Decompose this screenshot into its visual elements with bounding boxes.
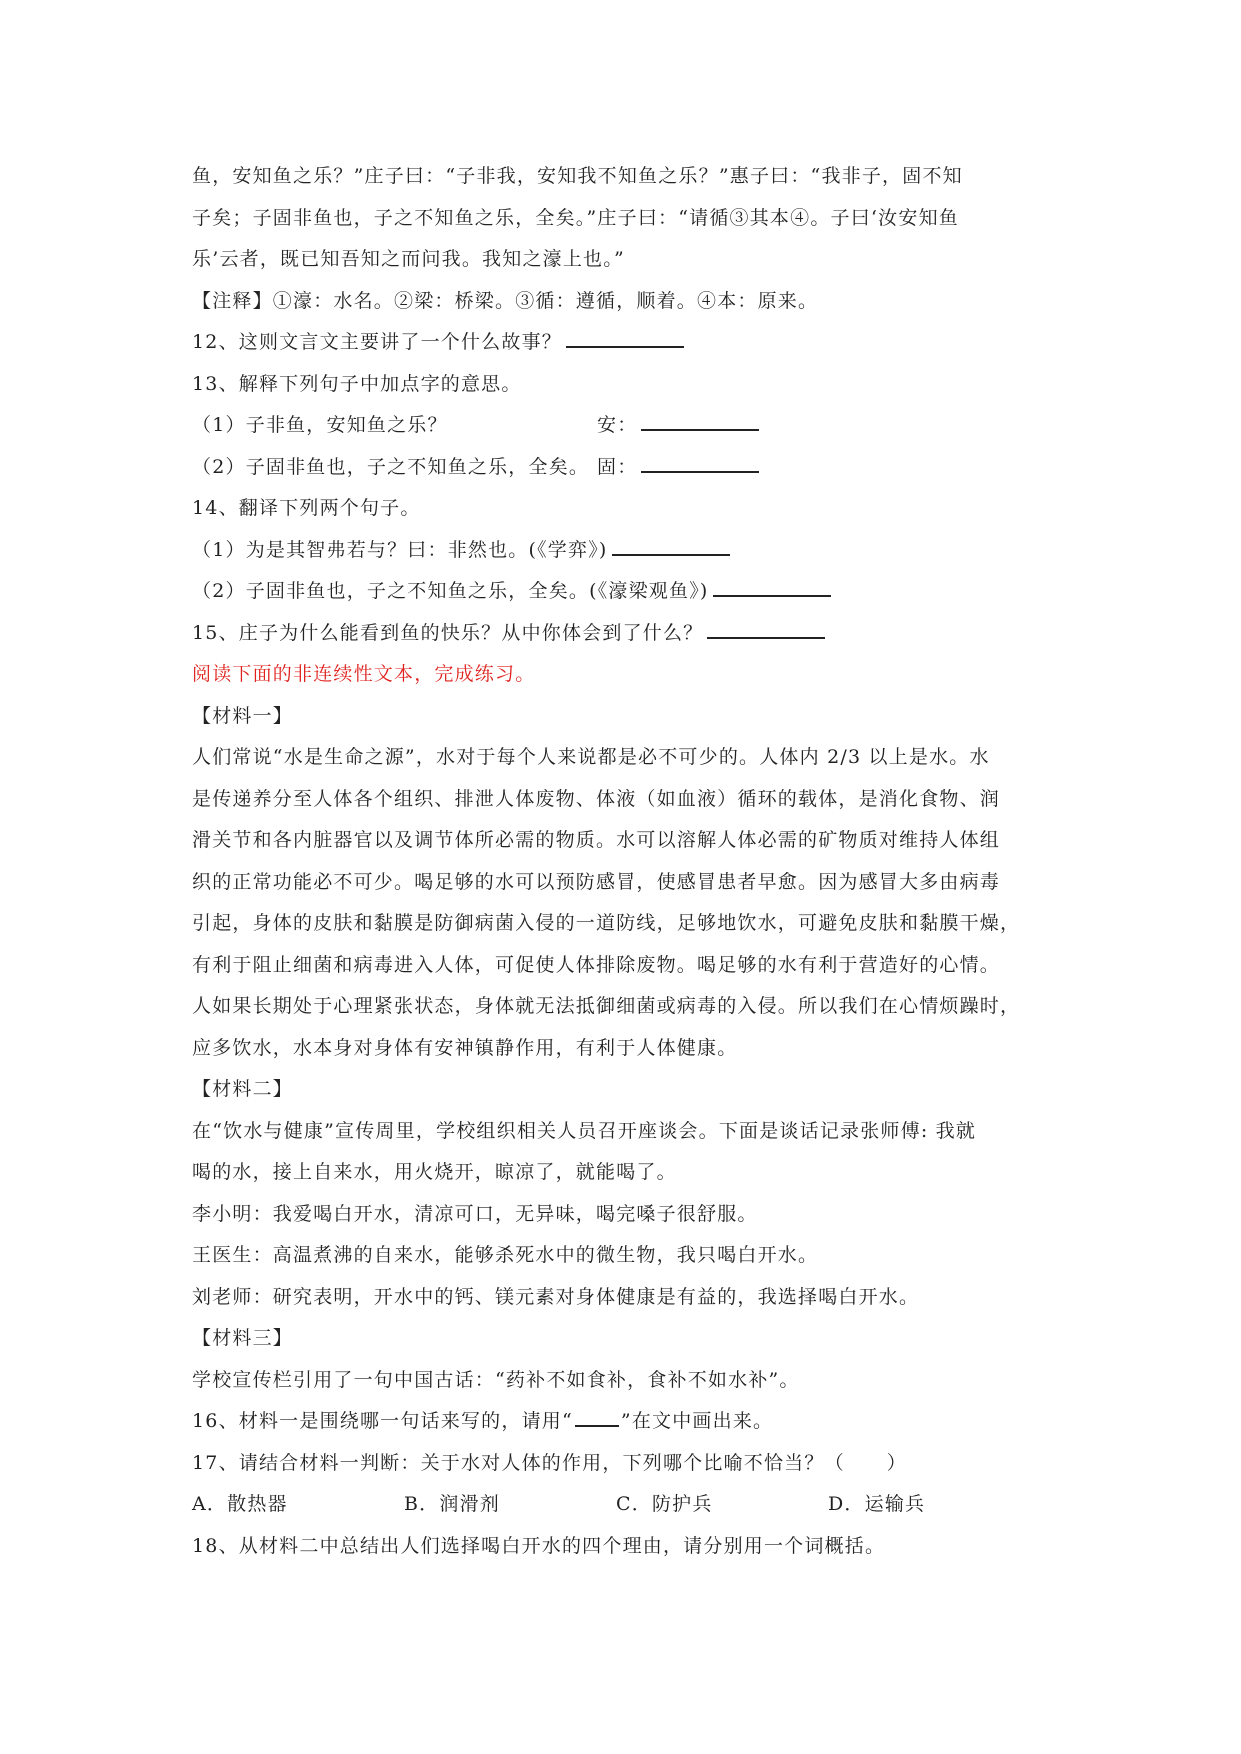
question-13: 13、解释下列句子中加点字的意思。 (192, 372, 522, 395)
material-1-heading: 【材料一】 (192, 704, 294, 727)
question-13-sentence: （1）子非鱼，安知鱼之乐？ (192, 414, 448, 436)
material-1-line: 引起，身体的皮肤和黏膜是防御病菌入侵的一道防线，足够地饮水，可避免皮肤和黏膜干燥， (192, 912, 1021, 934)
underline-mark (575, 1403, 619, 1427)
question-12 (192, 322, 1072, 364)
question-13-item-1 (192, 405, 1072, 447)
question-15-text: 15、庄子为什么能看到鱼的快乐？从中你体会到了什么？ (192, 621, 704, 644)
material-1-line: 应多饮水，水本身对身体有安神镇静作用，有利于人体健康。 (192, 1036, 738, 1059)
material-2-line: 刘老师：研究表明，开水中的钙、镁元素对身体健康是有益的，我选择喝白开水。 (192, 1285, 920, 1308)
question-13-word: 安： (597, 414, 638, 436)
answer-blank[interactable] (641, 407, 759, 431)
question-14: 14、翻译下列两个句子。 (192, 497, 421, 519)
option-c[interactable]: C．防护兵 (616, 1493, 713, 1515)
material-2-heading: 【材料二】 (192, 1078, 294, 1100)
answer-blank[interactable] (707, 615, 825, 639)
passage-line: 乐’云者，既已知吾知之而问我。我知之濠上也。” (192, 248, 625, 270)
material-2-line: 王医生：高温煮沸的自来水，能够杀死水中的微生物，我只喝白开水。 (192, 1244, 819, 1266)
question-14-sentence: （1）为是其智弗若与？曰：非然也。(《学弈》) (192, 538, 608, 561)
material-1-line: 人们常说“水是生命之源”，水对于每个人来说都是必不可少的。人体内 2/3 以上是水。水 (192, 746, 990, 768)
material-1-line: 是传递养分至人体各个组织、排泄人体废物、体液（如血液）循环的载体，是消化食物、润 (192, 787, 1001, 810)
material-1-line: 织的正常功能必不可少。喝足够的水可以预防感冒，使感冒患者早愈。因为感冒大多由病毒 (192, 870, 1001, 893)
material-1-line: 滑关节和各内脏器官以及调节体所必需的物质。水可以溶解人体必需的矿物质对维持人体组 (192, 829, 1001, 851)
question-16-text-after: ”在文中画出来。 (620, 1410, 774, 1432)
question-16 (192, 1401, 1072, 1443)
question-13-word: 固： (597, 455, 638, 478)
page-content (192, 156, 1072, 1567)
option-d[interactable]: D．运输兵 (828, 1493, 926, 1515)
question-13-item-2 (192, 447, 1072, 489)
answer-blank[interactable] (612, 532, 730, 556)
material-1-line: 有利于阻止细菌和病毒进入人体，可促使人体排除废物。喝足够的水有利于营造好的心情。 (192, 953, 1001, 976)
question-16-text-before: 16、材料一是围绕哪一句话来写的，请用“ (192, 1410, 573, 1432)
question-17 (192, 1443, 1072, 1485)
material-2-line: 在“饮水与健康”宣传周里，学校组织相关人员召开座谈会。下面是谈话记录张师傅: 我就 (192, 1119, 977, 1142)
question-14-sentence: （2）子固非鱼也，子之不知鱼之乐，全矣。(《濠梁观鱼》) (192, 580, 709, 602)
question-17-text: 17、请结合材料一判断：关于水对人体的作用，下列哪个比喻不恰当？（ (192, 1451, 845, 1474)
option-a[interactable]: A．散热器 (192, 1493, 288, 1515)
question-15 (192, 613, 1072, 655)
question-13-sentence: （2）子固非鱼也，子之不知鱼之乐，全矣。 (192, 455, 590, 478)
material-3-line: 学校宣传栏引用了一句中国古话：“药补不如食补，食补不如水补”。 (192, 1368, 800, 1391)
passage-note: 【注释】①濠：水名。②梁：桥梁。③循：遵循，顺着。④本：原来。 (192, 289, 819, 312)
question-14-item-1 (192, 530, 1072, 572)
question-17-options (192, 1484, 1072, 1526)
question-18: 18、从材料二中总结出人们选择喝白开水的四个理由，请分别用一个词概括。 (192, 1534, 886, 1557)
passage-line: 子矣；子固非鱼也，子之不知鱼之乐，全矣。”庄子曰：“请循③其本④。子曰‘汝安知鱼 (192, 206, 959, 229)
material-3-heading: 【材料三】 (192, 1327, 294, 1349)
question-17-close: ） (886, 1451, 907, 1474)
question-14-item-2 (192, 571, 1072, 613)
material-2-line: 李小明：我爱喝白开水，清凉可口，无异味，喝完嗓子很舒服。 (192, 1202, 758, 1225)
answer-blank[interactable] (713, 573, 831, 597)
section-instruction: 阅读下面的非连续性文本，完成练习。 (192, 663, 536, 685)
question-12-text: 12、这则文言文主要讲了一个什么故事？ (192, 331, 562, 353)
material-1-line: 人如果长期处于心理紧张状态，身体就无法抵御细菌或病毒的入侵。所以我们在心情烦躁时， (192, 995, 1021, 1017)
material-2-line: 喝的水，接上自来水，用火烧开，晾凉了，就能喝了。 (192, 1161, 677, 1183)
passage-line: 鱼，安知鱼之乐？”庄子曰：“子非我，安知我不知鱼之乐？”惠子曰：“我非子，固不知 (192, 165, 963, 187)
answer-blank[interactable] (566, 324, 684, 348)
option-b[interactable]: B．润滑剂 (404, 1493, 500, 1515)
answer-blank[interactable] (641, 449, 759, 473)
